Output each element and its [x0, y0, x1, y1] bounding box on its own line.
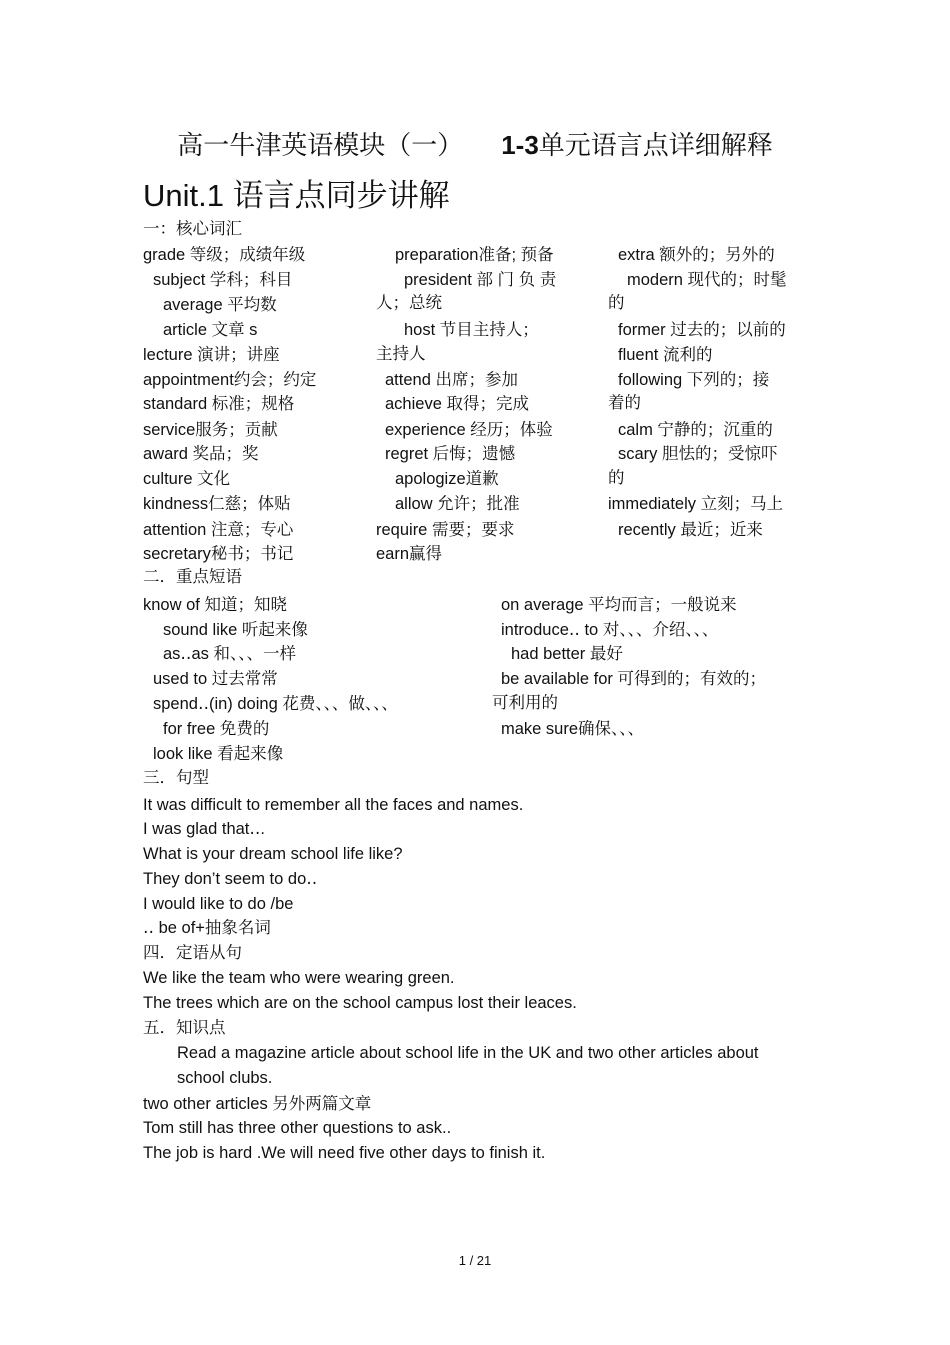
phrase-item: on average 平均而言；一般说来	[501, 596, 737, 614]
title-part3: 单元语言点详细解释	[538, 131, 773, 161]
section3-heading: 三．句型	[143, 769, 209, 787]
vocab-item: require 需要；要求	[376, 521, 515, 539]
section5-heading: 五．知识点	[143, 1019, 226, 1037]
vocab-item: culture 文化	[143, 470, 231, 488]
example-sentence: We like the team who were wearing green.	[143, 969, 455, 987]
vocab-item-wrap: 的	[608, 469, 625, 487]
vocab-item: scary 胆怯的；受惊吓	[618, 445, 778, 463]
vocab-item: preparation准备; 预备	[395, 246, 554, 264]
phrase-item: look like 看起来像	[153, 745, 284, 763]
vocab-item: immediately 立刻；马上	[608, 495, 784, 513]
phrase-item: make sure确保、、、	[501, 720, 645, 738]
vocab-item: article 文章 s	[163, 321, 258, 339]
vocab-item: average 平均数	[163, 296, 277, 314]
phrase-item: be available for 可得到的；有效的；	[501, 670, 766, 688]
phrase-item: know of 知道；知晓	[143, 596, 287, 614]
vocab-item: attend 出席；参加	[385, 371, 518, 389]
vocab-item: regret 后悔；遗憾	[385, 445, 516, 463]
vocab-item: calm 宁静的；沉重的	[618, 421, 773, 439]
vocab-item-wrap: 主持人	[376, 345, 426, 363]
vocab-item: secretary秘书；书记	[143, 545, 294, 563]
phrase-item: sound like 听起来像	[163, 621, 308, 639]
example-sentence: The trees which are on the school campus lost their leaces.	[143, 994, 577, 1012]
unit-heading: Unit.1 语言点同步讲解	[143, 178, 450, 213]
section4-heading: 四．定语从句	[143, 944, 242, 962]
section1-heading: 一：核心词汇	[143, 220, 242, 238]
vocab-item-wrap: 的	[608, 294, 625, 312]
vocab-item-wrap: 着的	[608, 394, 641, 412]
sentence-pattern: What is your dream school life like?	[143, 845, 403, 863]
phrase-item: used to 过去常常	[153, 670, 278, 688]
vocab-item: extra 额外的；另外的	[618, 246, 775, 264]
vocab-item: lecture 演讲；讲座	[143, 346, 280, 364]
phrase-item: had better 最好	[511, 645, 623, 663]
example-sentence: two other articles 另外两篇文章	[143, 1095, 372, 1113]
vocab-item: service服务；贡献	[143, 421, 278, 439]
vocab-item: earn赢得	[376, 545, 443, 563]
vocab-item: president 部 门 负 责	[404, 271, 557, 289]
vocab-item: standard 标准；规格	[143, 395, 295, 413]
knowledge-point: Read a magazine article about school life in the UK and two other articles about	[177, 1044, 759, 1062]
vocab-item: allow 允许；批准	[395, 495, 520, 513]
vocab-item: achieve 取得；完成	[385, 395, 529, 413]
sentence-pattern: They don’t seem to do‥	[143, 870, 318, 888]
vocab-item: former 过去的；以前的	[618, 321, 786, 339]
section2-heading: 二．重点短语	[143, 568, 242, 586]
sentence-pattern: ‥ be of+抽象名词	[143, 919, 271, 937]
sentence-pattern: I was glad that‥.	[143, 820, 265, 838]
page-title	[0, 128, 950, 163]
vocab-item: grade 等级；成绩年级	[143, 246, 306, 264]
phrase-item: for free 免费的	[163, 720, 270, 738]
vocab-item: subject 学科；科目	[153, 271, 293, 289]
vocab-item: experience 经历；体验	[385, 421, 553, 439]
vocab-item: modern 现代的；时髦	[627, 271, 787, 289]
vocab-item: apologize道歉	[395, 470, 499, 488]
vocab-item: fluent 流利的	[618, 346, 713, 364]
phrase-item: spend‥(in) doing 花费、、、做、、、	[153, 695, 398, 713]
vocab-item: host 节目主持人；	[404, 321, 539, 339]
page-number: 1 / 21	[458, 1253, 492, 1268]
vocab-item: appointment约会；约定	[143, 371, 317, 389]
example-sentence: Tom still has three other questions to ask..	[143, 1119, 452, 1137]
sentence-pattern: It was difficult to remember all the faces and names.	[143, 796, 524, 814]
example-sentence: The job is hard .We will need five other days to finish it.	[143, 1144, 546, 1162]
vocab-item: recently 最近；近来	[618, 521, 763, 539]
vocab-item: following 下列的；接	[618, 371, 770, 389]
phrase-item: as‥as 和、、、一样	[163, 645, 296, 663]
vocab-item-wrap: 人；总统	[376, 294, 442, 312]
phrase-item: introduce‥ to 对、、、介绍、、、	[501, 621, 719, 639]
vocab-item: kindness仁慈；体贴	[143, 495, 291, 513]
title-unit-range: 1-3	[501, 130, 539, 160]
vocab-item: attention 注意；专心	[143, 521, 294, 539]
vocab-item: award 奖品；奖	[143, 445, 259, 463]
knowledge-point: school clubs.	[177, 1069, 273, 1087]
phrase-item-wrap: 可利用的	[492, 694, 558, 712]
title-part1: 高一牛津英语模块（一）	[177, 131, 464, 161]
sentence-pattern: I would like to do /be	[143, 895, 294, 913]
